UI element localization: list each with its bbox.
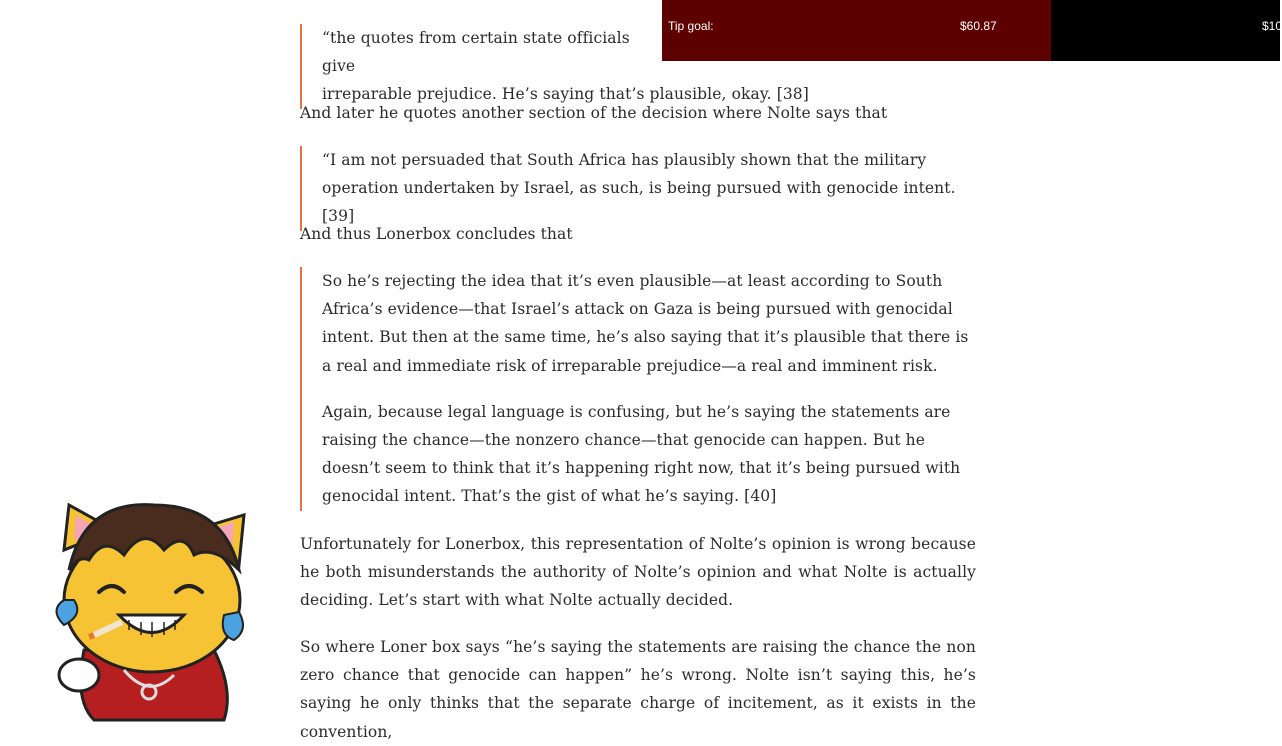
blockquote-2 (300, 146, 976, 231)
quote-text: Again, because legal language is confusing, but he’s saying the statements are raising the chance—the nonzero chance—that genocide can happen. But he doesn’t seem to think that it’s happening right now, that it’s being pursued with genocidal intent. That’s the gist of what he’s saying. [40] (322, 402, 961, 506)
paragraph: So where Loner box says “he’s saying the statements are raising the chance the non zero chance that genocide can happen” he’s wrong. Nolte isn’t saying this, he’s saying he only thinks that the separate charge of incitement, as it exists in the convention, (300, 638, 976, 741)
quote-text: irreparable prejudice. He’s saying that’s plausible, okay. [38] (322, 85, 809, 104)
paragraph: Unfortunately for Lonerbox, this representation of Nolte’s opinion is wrong because he both misunderstands the authority of Nolte’s opinion and what Nolte is actually deciding. Let’s start with what Nolte actually decided. (300, 535, 976, 610)
paragraph: And later he quotes another section of the decision where Nolte says that (300, 104, 888, 122)
tip-goal-widget (662, 0, 1280, 61)
tip-goal-amount: $60.87 (960, 19, 997, 33)
tip-goal-label: Tip goal: (668, 19, 714, 33)
quote-text: So he’s rejecting the idea that it’s even plausible—at least according to South Africa’s evidence—that Israel’s attack on Gaza is being pursued with genocidal intent. But then at the same time, he’s also saying that it’s plausible that there is a real and immediate risk of irreparable prejudice—a real and imminent risk. (322, 272, 969, 375)
cat-mascot-avatar (44, 500, 254, 720)
article-body (300, 0, 976, 741)
tip-goal-target: $10 (1262, 19, 1282, 33)
paragraph: And thus Lonerbox concludes that (300, 225, 573, 243)
quote-text: “I am not persuaded that South Africa has plausibly shown that the military operation undertaken by Israel, as such, is being pursued with genocide intent. [39] (322, 151, 956, 226)
blockquote-3 (300, 267, 976, 511)
quote-text: “the quotes from certain state officials give (322, 29, 630, 76)
